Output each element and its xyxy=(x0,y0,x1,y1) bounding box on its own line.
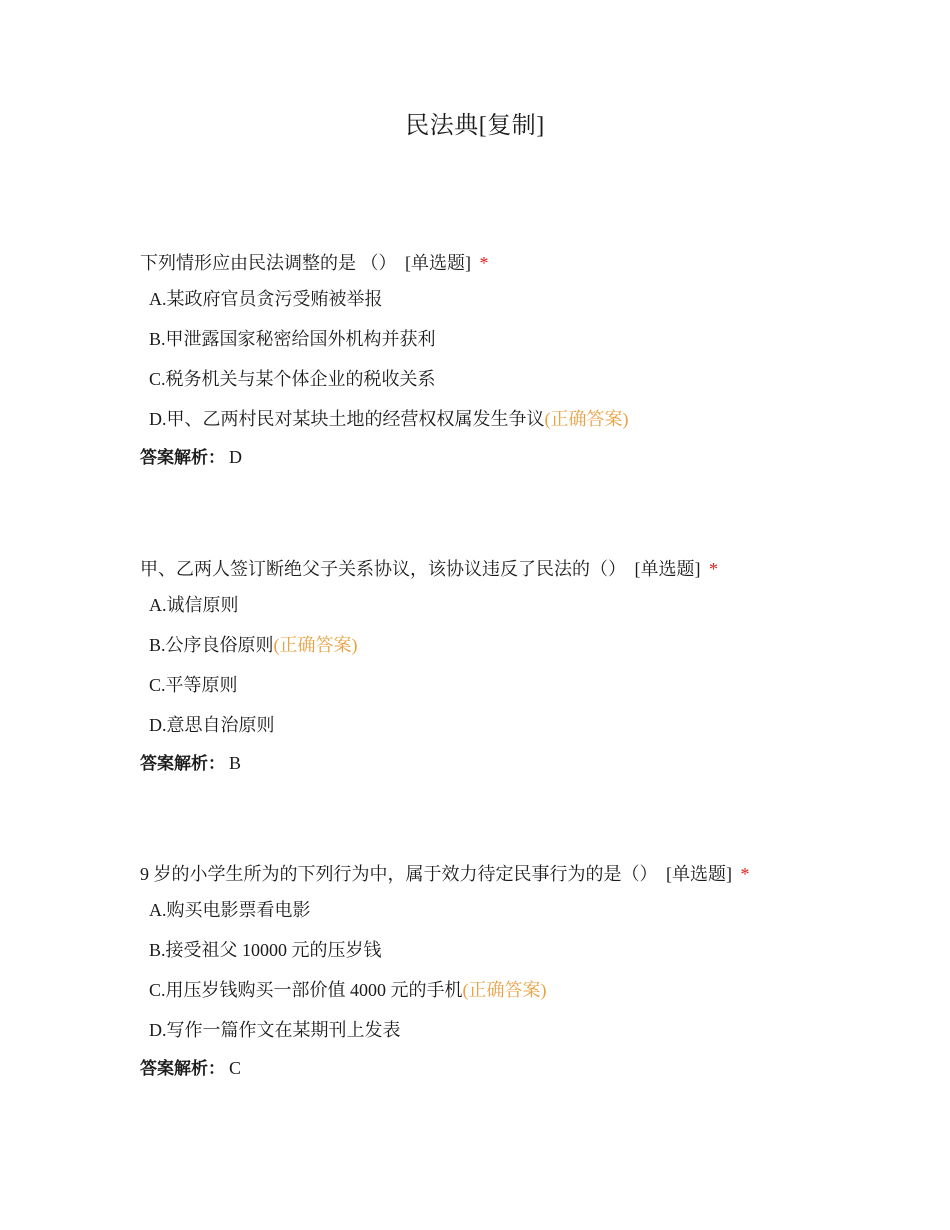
analysis-value: B xyxy=(229,753,242,773)
option-text: A.某政府官员贪污受贿被举报 xyxy=(149,289,383,309)
analysis-label: 答案解析： xyxy=(140,1059,225,1079)
answer-analysis xyxy=(140,444,840,471)
correct-answer-mark: (正确答案) xyxy=(273,635,358,655)
required-star: * xyxy=(740,864,750,884)
question-3 xyxy=(140,861,840,1082)
question-type: [单选题] xyxy=(405,253,471,273)
analysis-label: 答案解析： xyxy=(140,448,225,468)
option-b xyxy=(149,632,840,658)
option-text: B.甲泄露国家秘密给国外机构并获利 xyxy=(149,329,436,349)
option-text: A.诚信原则 xyxy=(149,595,239,615)
option-text: C.平等原则 xyxy=(149,675,238,695)
question-type: [单选题] xyxy=(634,559,701,579)
document-title: 民法典[复制] xyxy=(405,113,545,139)
option-c xyxy=(149,672,840,698)
analysis-value: D xyxy=(229,447,242,467)
option-a xyxy=(149,286,840,312)
option-text: D.甲、乙两村民对某块土地的经营权权属发生争议 xyxy=(149,409,545,429)
option-a xyxy=(149,897,840,923)
question-text: 9 岁的小学生所为的下列行为中，属于效力待定民事行为的是（） xyxy=(140,864,658,884)
option-text: B.接受祖父 10000 元的压岁钱 xyxy=(149,940,382,960)
analysis-value: C xyxy=(229,1058,242,1078)
question-stem xyxy=(140,861,840,887)
option-d xyxy=(149,1017,840,1043)
question-type: [单选题] xyxy=(666,864,732,884)
option-a xyxy=(149,592,840,618)
question-text: 下列情形应由民法调整的是 （） xyxy=(140,253,397,273)
option-b xyxy=(149,326,840,352)
option-text: D.意思自治原则 xyxy=(149,715,275,735)
question-text: 甲、乙两人签订断绝父子关系协议，该协议违反了民法的（） xyxy=(140,559,626,579)
option-c xyxy=(149,977,840,1003)
option-d xyxy=(149,406,840,432)
option-text: A.购买电影票看电影 xyxy=(149,900,311,920)
correct-answer-mark: (正确答案) xyxy=(462,980,547,1000)
option-text: C.税务机关与某个体企业的税收关系 xyxy=(149,369,436,389)
answer-analysis xyxy=(140,750,840,777)
question-1 xyxy=(140,250,840,471)
option-c xyxy=(149,366,840,392)
question-2 xyxy=(140,556,840,777)
analysis-label: 答案解析： xyxy=(140,754,225,774)
question-stem xyxy=(140,250,840,276)
option-b xyxy=(149,937,840,963)
required-star: * xyxy=(709,559,718,579)
option-text: C.用压岁钱购买一部价值 4000 元的手机 xyxy=(149,980,463,1000)
question-stem xyxy=(140,556,840,582)
correct-answer-mark: (正确答案) xyxy=(544,409,629,429)
required-star: * xyxy=(479,253,489,273)
option-text: B.公序良俗原则 xyxy=(149,635,274,655)
option-text: D.写作一篇作文在某期刊上发表 xyxy=(149,1020,401,1040)
option-d xyxy=(149,712,840,738)
answer-analysis xyxy=(140,1055,840,1082)
